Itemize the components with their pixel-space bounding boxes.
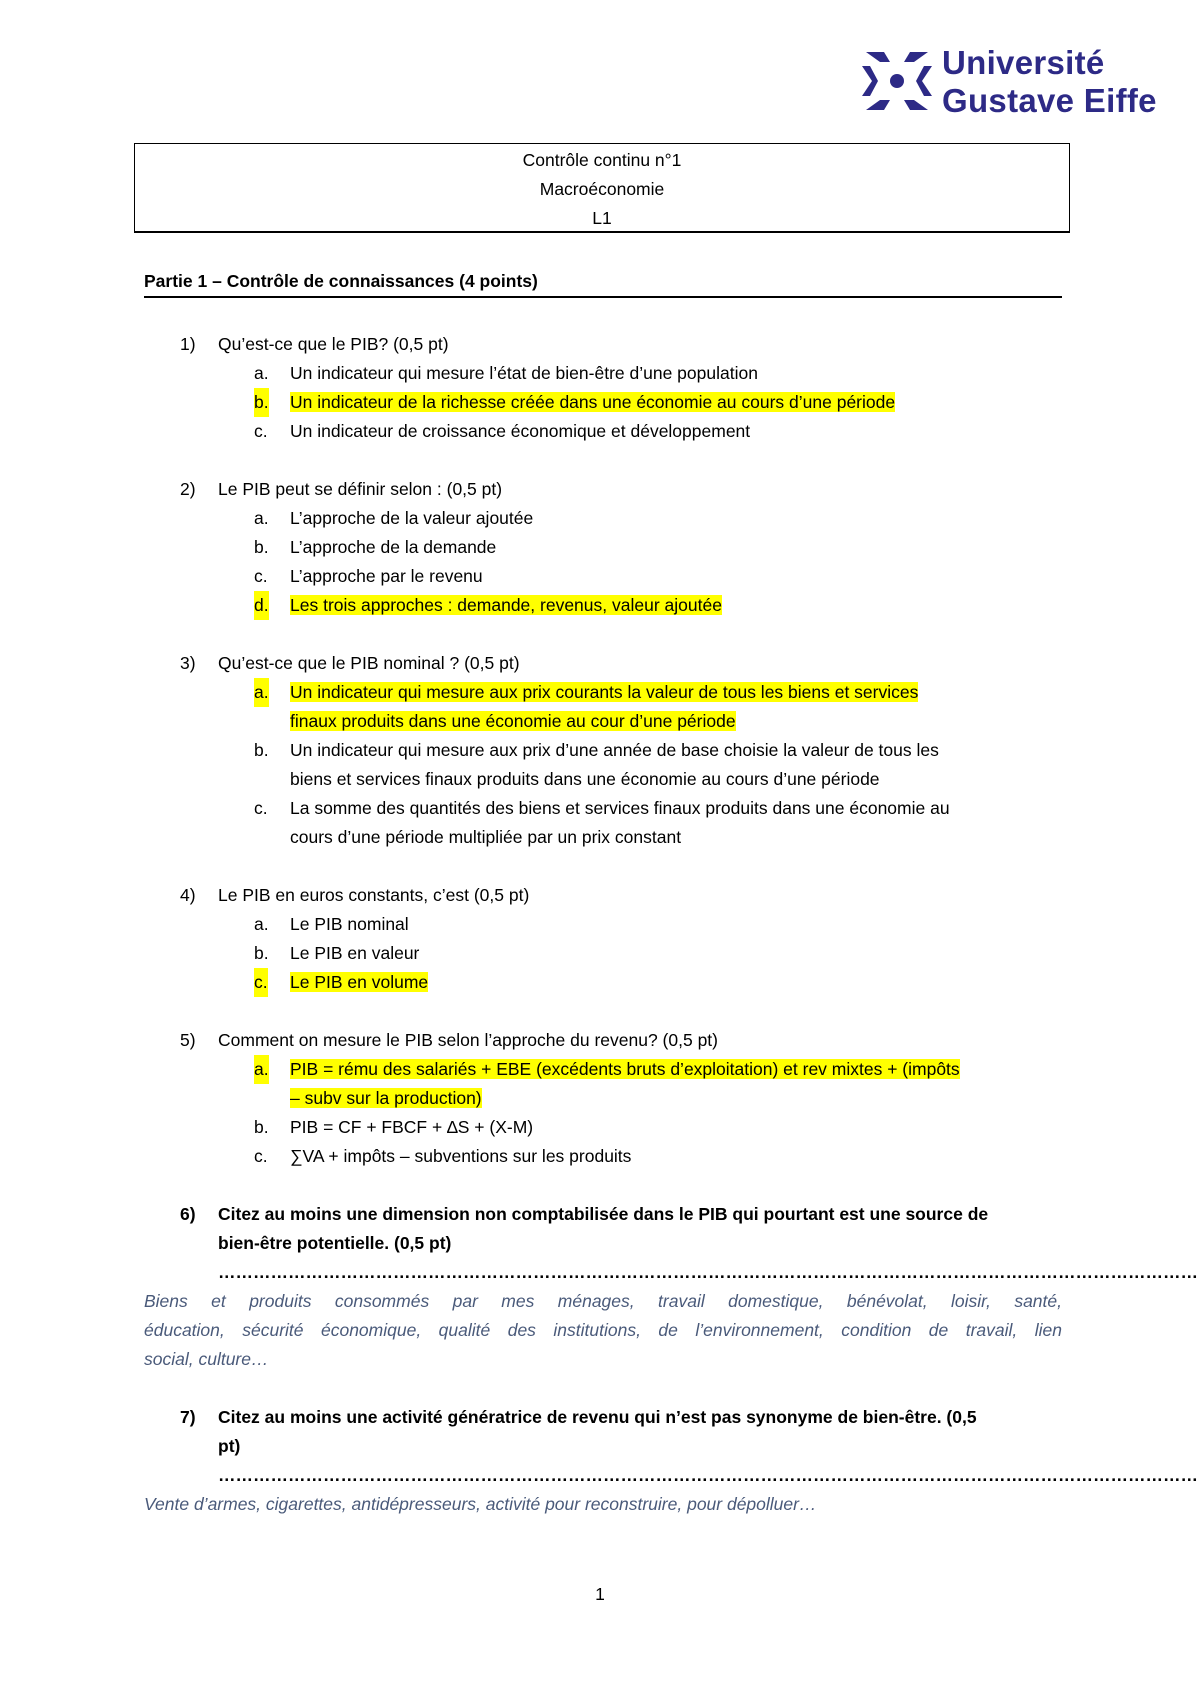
question-number: 5) (180, 1030, 196, 1050)
question-text: Citez au moins une activité génératrice de revenu qui n’est pas synonyme de bien-être. (0,5 (218, 1407, 977, 1427)
option-3a-cont (144, 707, 1062, 736)
option-1a (144, 359, 1062, 388)
option-5b (144, 1113, 1062, 1142)
option-letter: a. (254, 1055, 269, 1084)
option-4c (144, 968, 1062, 997)
question-text: bien-être potentielle. (0,5 pt) (218, 1233, 452, 1253)
option-4a (144, 910, 1062, 939)
option-letter: b. (254, 943, 269, 963)
question-number: 6) (180, 1204, 196, 1224)
exam-title-box (134, 143, 1070, 233)
option-letter: d. (254, 591, 269, 620)
option-2d (144, 591, 1062, 620)
question-text: Le PIB peut se définir selon : (0,5 pt) (218, 479, 503, 499)
question-7 (144, 1403, 1062, 1432)
option-text-highlighted: PIB = rému des salariés + EBE (excédents bruts d’exploitation) et rev mixtes + (impôts (290, 1059, 960, 1079)
course-level: L1 (592, 208, 612, 228)
answer-dotted-line: …………………………………………………………………………………………………………………………………………………… (218, 1465, 1198, 1485)
option-text: PIB = CF + FBCF + ∆S + (X-M) (290, 1117, 534, 1137)
option-text-highlighted: – subv sur la production) (290, 1088, 482, 1108)
option-text: Le PIB en valeur (290, 943, 420, 963)
option-letter: b. (254, 740, 269, 760)
option-3a (144, 678, 1062, 707)
question-2 (144, 475, 1062, 504)
option-letter: b. (254, 388, 269, 417)
question-6 (144, 1200, 1062, 1229)
question-5 (144, 1026, 1062, 1055)
question-text: Le PIB en euros constants, c’est (0,5 pt) (218, 885, 530, 905)
logo-mark-icon (860, 48, 934, 114)
answer-text (144, 1287, 1062, 1374)
option-text-highlighted: Un indicateur qui mesure aux prix courants la valeur de tous les biens et services (290, 682, 919, 702)
option-text: L’approche de la valeur ajoutée (290, 508, 534, 528)
option-3b (144, 736, 1062, 765)
option-letter: c. (254, 421, 268, 441)
question-3 (144, 649, 1062, 678)
option-4b (144, 939, 1062, 968)
option-5a (144, 1055, 1062, 1084)
option-text: Un indicateur de croissance économique et développement (290, 421, 751, 441)
question-4 (144, 881, 1062, 910)
question-text: Qu’est-ce que le PIB? (0,5 pt) (218, 334, 449, 354)
option-2b (144, 533, 1062, 562)
option-text: Un indicateur qui mesure aux prix d’une année de base choisie la valeur de tous les (290, 740, 939, 760)
question-text: Comment on mesure le PIB selon l’approche du revenu? (0,5 pt) (218, 1030, 718, 1050)
option-text-highlighted: Les trois approches : demande, revenus, valeur ajoutée (290, 595, 722, 615)
option-text: biens et services finaux produits dans une économie au cours d’une période (290, 769, 880, 789)
university-logo (860, 42, 1170, 122)
option-1b (144, 388, 1062, 417)
answer-line: Biens et produits consommés par mes ménages, travail domestique, bénévolat, loisir, santé, (144, 1291, 1062, 1311)
logo-wordmark (942, 44, 1157, 120)
page-number: 1 (595, 1584, 605, 1604)
option-3c (144, 794, 1062, 823)
option-text: L’approche par le revenu (290, 566, 483, 586)
option-text: Un indicateur qui mesure l’état de bien-être d’une population (290, 363, 758, 383)
option-3b-cont (144, 765, 1062, 794)
option-5c (144, 1142, 1062, 1171)
answer-text: Vente d’armes, cigarettes, antidépresseurs, activité pour reconstruire, pour dépolluer… (144, 1494, 817, 1514)
option-2c (144, 562, 1062, 591)
option-letter: b. (254, 537, 269, 557)
question-1 (144, 330, 1062, 359)
answer-line: social, culture… (144, 1349, 269, 1369)
question-number: 4) (180, 885, 196, 905)
option-3c-cont (144, 823, 1062, 852)
answer-dotted-line: …………………………………………………………………………………………………………………………………………………… (218, 1262, 1198, 1282)
option-text-highlighted: Un indicateur de la richesse créée dans une économie au cours d’une période (290, 392, 896, 412)
option-letter: a. (254, 914, 269, 934)
option-text: L’approche de la demande (290, 537, 497, 557)
question-text: Citez au moins une dimension non comptabilisée dans le PIB qui pourtant est une source de (218, 1204, 989, 1224)
option-5a-cont (144, 1084, 1062, 1113)
course-name: Macroéconomie (539, 179, 665, 199)
option-text: Le PIB nominal (290, 914, 409, 934)
option-letter: c. (254, 798, 268, 818)
option-letter: a. (254, 508, 269, 528)
option-letter: c. (254, 968, 268, 997)
option-text: ∑VA + impôts – subventions sur les produits (290, 1146, 632, 1166)
question-7-cont (144, 1432, 1062, 1461)
option-letter: b. (254, 1117, 269, 1137)
option-2a (144, 504, 1062, 533)
option-text-highlighted: finaux produits dans une économie au cour d’une période (290, 711, 736, 731)
option-letter: a. (254, 678, 269, 707)
logo-line-1: Université (942, 44, 1105, 81)
logo-line-2: Gustave Eiffe (942, 82, 1157, 119)
question-number: 3) (180, 653, 196, 673)
part-heading: Partie 1 – Contrôle de connaissances (4 points) (144, 268, 1062, 298)
option-text: cours d’une période multipliée par un prix constant (290, 827, 682, 847)
option-letter: c. (254, 1146, 268, 1166)
question-number: 2) (180, 479, 196, 499)
question-number: 1) (180, 334, 196, 354)
option-text: La somme des quantités des biens et services finaux produits dans une économie au (290, 798, 950, 818)
answer-line: éducation, sécurité économique, qualité des institutions, de l’environnement, condition de travail, lien (144, 1320, 1062, 1340)
question-6-cont (144, 1229, 1062, 1258)
question-text: Qu’est-ce que le PIB nominal ? (0,5 pt) (218, 653, 520, 673)
option-text-highlighted: Le PIB en volume (290, 972, 429, 992)
option-letter: a. (254, 363, 269, 383)
question-text: pt) (218, 1436, 241, 1456)
question-number: 7) (180, 1407, 196, 1427)
option-1c (144, 417, 1062, 446)
exam-title: Contrôle continu n°1 (522, 150, 682, 170)
questions-content (144, 330, 1198, 1519)
option-letter: c. (254, 566, 268, 586)
